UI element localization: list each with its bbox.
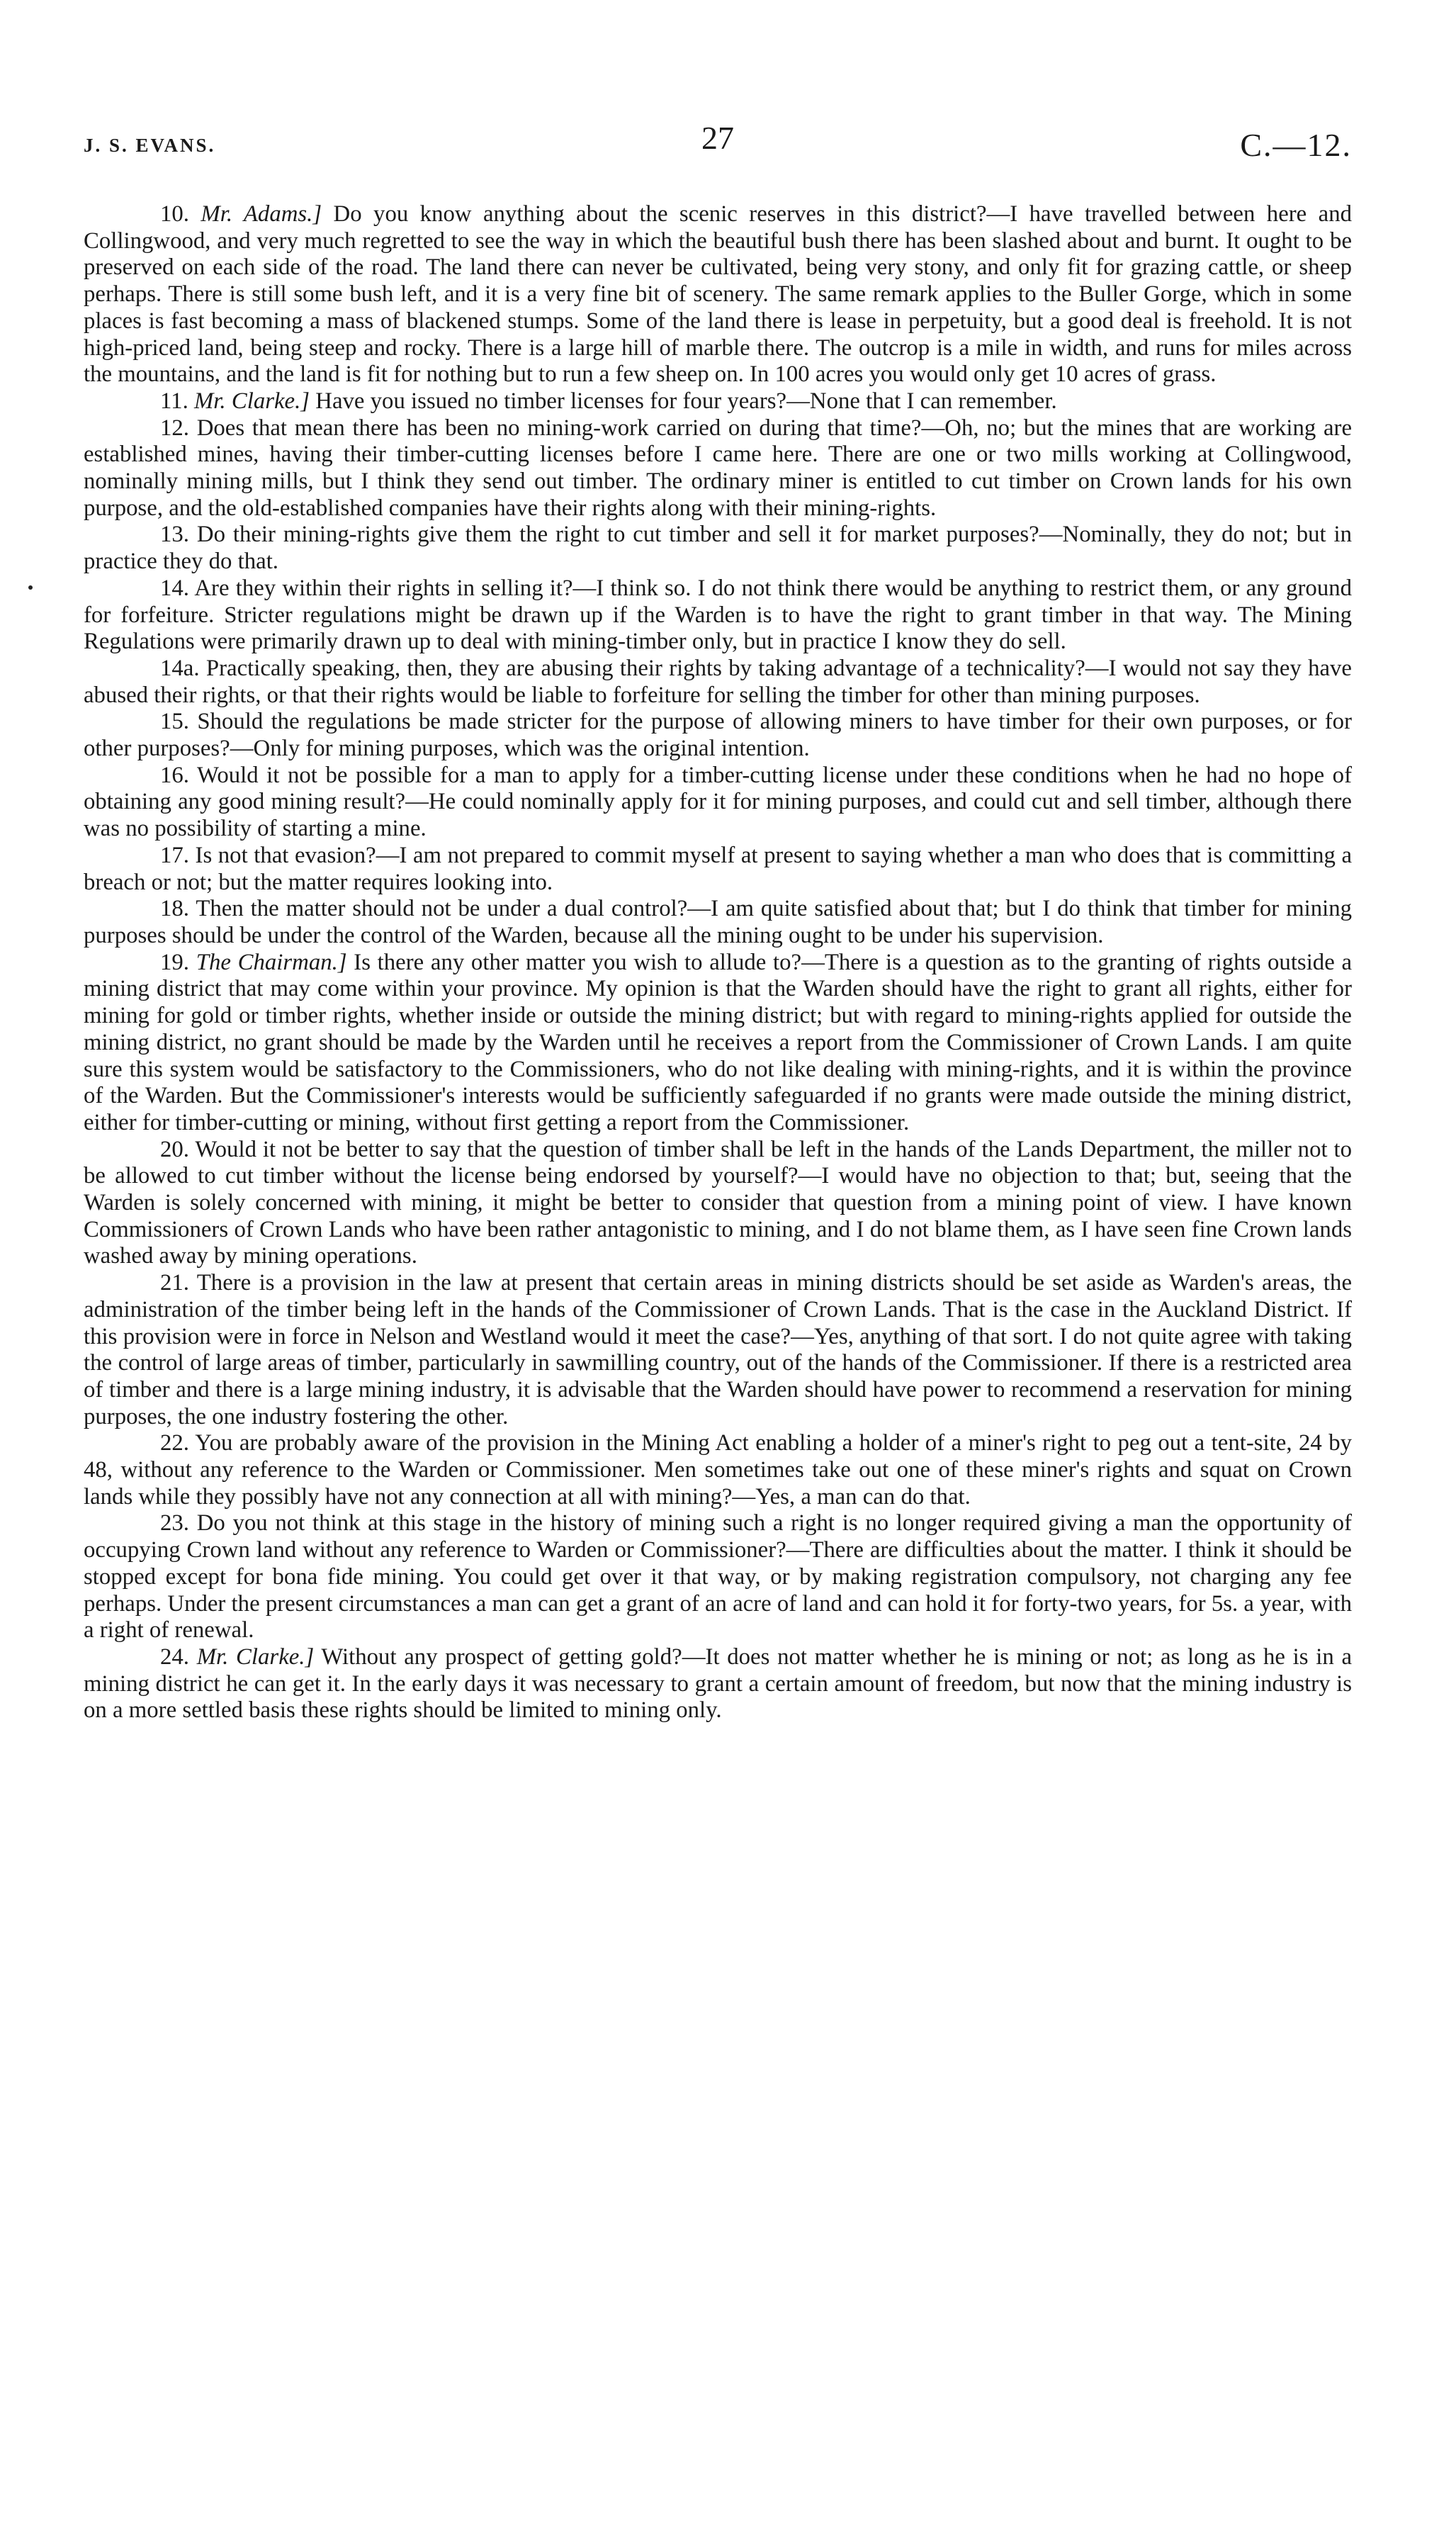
paragraph-19: 19. The Chairman.] Is there any other matter you wish to allude to?—There is a question as to the granting of rights outside a mining district that may come within your province. My opinion is that the Warden should have the right to grant all rights, either for mining for gold or timber rights, whether inside or outside the mining district; but with regard to mining-rights applied for outside the mining district, no grant should be made by the Warden until he receives a report from the Commissioner of Crown Lands. I am quite sure this system would be satisfactory to the Commissioners, who do not like dealing with mining-rights, and it is within the province of the Warden. But the Commissioner's interests would be sufficiently safeguarded if no grants were made outside the mining district, either for timber-cutting or mining, without first getting a report from the Commissioner. <box>84 949 1353 1135</box>
paragraph-12: 12. Does that mean there has been no mining-work carried on during that time?—Oh, no; but the mines that are working are established mines, having their timber-cutting licenses before I came here. There are one or two mills working at Collingwood, nominally mining mills, but I think they send out timber. The ordinary miner is entitled to cut timber on Crown lands for his own purpose, and the old-established companies have their rights along with their mining-rights. <box>84 415 1352 521</box>
paragraph-14a: 14a. Practically speaking, then, they are abusing their rights by taking advantage of a technicality?—I would not say they have abused their rights, or that their rights would be liable to forfeiture for selling the timber for other than mining purposes. <box>84 655 1352 708</box>
paragraph-11: 11. Mr. Clarke.] Have you issued no timber licenses for four years?—None that I can remember. <box>160 388 1057 414</box>
paragraph-21: 21. There is a provision in the law at present that certain areas in mining districts should be set aside as Warden's areas, the administration of the timber being left in the hands of the Commissioner of Crown Lands. That is the case in the Auckland District. If this provision were in force in Nelson and Westland would it meet the case?—Yes, anything of that sort. I do not quite agree with taking the control of large areas of timber, particularly in sawmilling country, out of the hands of the Commissioner. If there is a restricted area of timber and there is a large mining industry, it is advisable that the Warden should have power to recommend a reservation for mining purposes, the one industry fostering the other. <box>84 1270 1352 1429</box>
paragraph-16: 16. Would it not be possible for a man to apply for a timber-cutting license under these conditions when he had no hope of obtaining any good mining result?—He could nominally apply for it for mining purposes, and could cut and sell timber, although there was no possibility of starting a mine. <box>84 762 1353 842</box>
paragraph-14: 14. Are they within their rights in selling it?—I think so. I do not think there would be anything to restrict them, or any ground for forfeiture. Stricter regulations might be drawn up if the Warden is to have the right to grant timber in that way. The Mining Regulations were primarily drawn up to deal with mining-timber only, but in practice I know they do sell. <box>84 575 1353 655</box>
paragraph-10: 10. Mr. Adams.] Do you know anything about the scenic reserves in this district?—I have travelled between here and Collingwood, and very much regretted to see the way in which the beautiful bush there has been slashed about and burnt. It ought to be preserved on each side of the road. The land there can never be cultivated, being very stony, and only fit for grazing cattle, or sheep perhaps. There is still some bush left, and it is a very fine bit of scenery. The same remark applies to the Buller Gorge, which in some places is fast becoming a mass of blackened stumps. Some of the land there is lease in perpetuity, but a good deal is freehold. It is not high-priced land, being steep and rocky. There is a large hill of marble there. The outcrop is a mile in width, and runs for miles across the mountains, and the land is fit for nothing but to run a few sheep on. In 100 acres you would only get 10 acres of grass. <box>84 201 1352 388</box>
paragraph-22: 22. You are probably aware of the provision in the Mining Act enabling a holder of a miner's right to peg out a tent-site, 24 by 48, without any reference to the Warden or Commissioner. Men sometimes take out one of these miner's rights and squat on Crown lands while they possibly have not any connection at all with mining?—Yes, a man can do that. <box>84 1430 1352 1510</box>
paragraph-20: 20. Would it not be better to say that the question of timber shall be left in the hands of the Lands Department, the miller not to be allowed to cut timber without the license being endorsed by yourself?—I would have no objection to that; but, seeing that the Warden is solely concerned with mining, it might be better to consider that question from a mining point of view. I have known Commissioners of Crown Lands who have been rather antagonistic to mining, and I do not blame them, as I have seen fine Crown lands washed away by mining operations. <box>84 1136 1352 1269</box>
document-code: C.—12. <box>1240 127 1352 163</box>
paragraph-15: 15. Should the regulations be made stricter for the purpose of allowing miners to have timber for their own purposes, or for other purposes?—Only for mining purposes, which was the original intention. <box>84 709 1352 762</box>
testimony-body <box>84 201 1352 1724</box>
paragraph-13: 13. Do their mining-rights give them the right to cut timber and sell it for market purposes?—Nominally, they do not; but in practice they do that. <box>84 522 1352 575</box>
margin-mark <box>28 585 33 590</box>
paragraph-24: 24. Mr. Clarke.] Without any prospect of getting gold?—It does not matter whether he is mining or not; as long as he is in a mining district he can get it. In the early days it was necessary to grant a certain amount of freedom, but now that the mining industry is on a more settled basis these rights should be limited to mining only. <box>84 1644 1353 1724</box>
paragraph-18: 18. Then the matter should not be under a dual control?—I am quite satisfied about that; but I do think that timber for mining purposes should be under the control of the Warden, because all the mining ought to be under his supervision. <box>84 896 1352 948</box>
paragraph-17: 17. Is not that evasion?—I am not prepared to commit myself at present to saying whether a man who does that is committing a breach or not; but the matter requires looking into. <box>84 842 1352 895</box>
page-header <box>84 119 1352 169</box>
witness-name: J. S. EVANS. <box>84 135 216 156</box>
page-number: 27 <box>701 120 734 156</box>
paragraph-23: 23. Do you not think at this stage in the history of mining such a right is no longer required giving a man the opportunity of occupying Crown land without any reference to Warden or Commissioner?—There are difficulties about the matter. I think it should be stopped except for bona fide mining. You could get over it that way, or by making registration compulsory, not charging any fee perhaps. Under the present circumstances a man can get a grant of an acre of land and can hold it for forty-two years, for 5s. a year, with a right of renewal. <box>84 1510 1353 1644</box>
